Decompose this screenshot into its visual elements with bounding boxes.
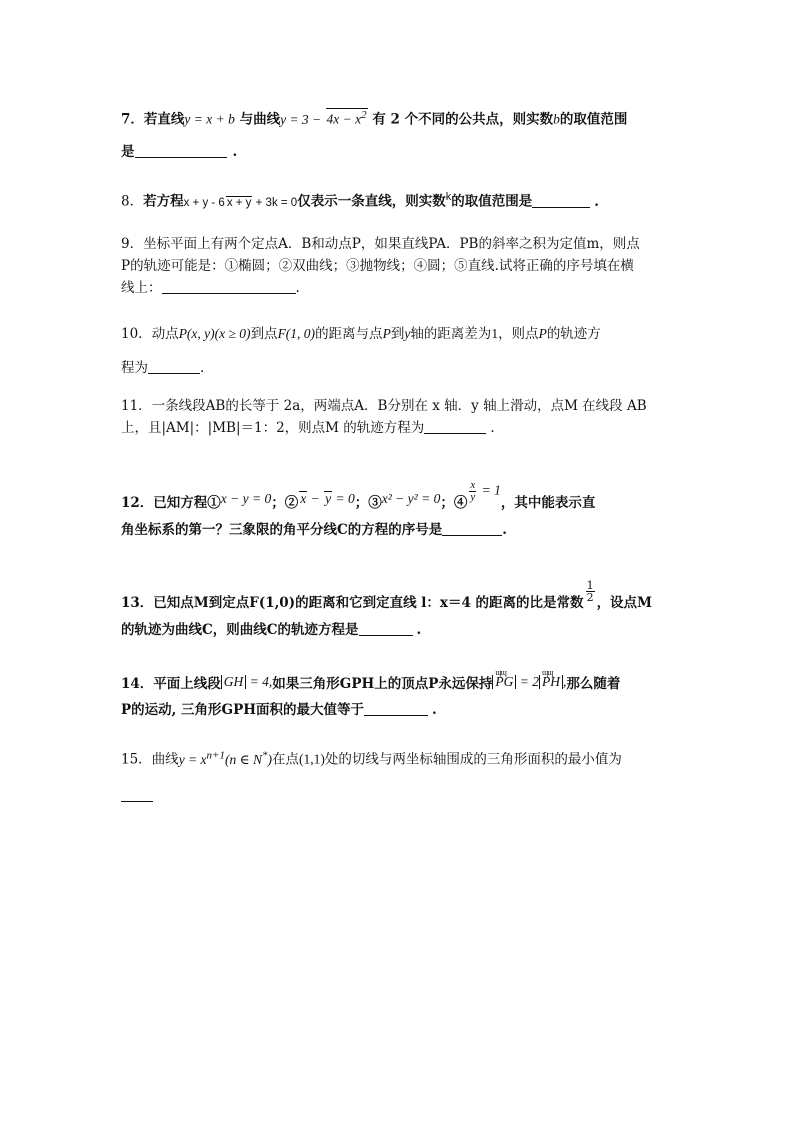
- answer-blank[interactable]: [359, 623, 413, 636]
- question-number: 10．: [121, 326, 152, 342]
- answer-blank[interactable]: [121, 789, 153, 802]
- fraction: $\frac{x}{y}$: [470, 479, 476, 504]
- question-number: 9．: [121, 236, 144, 252]
- answer-blank[interactable]: [162, 281, 296, 294]
- radical: x: [300, 491, 307, 506]
- question-number: 14．: [121, 676, 154, 692]
- question-12: 12．已知方程①x − y = 0；② x − y = 0；③x² − y² = 0；④ $\frac{x}{y}$ = 1，其中能表示直 角坐标系的第一？三象限的角平分线C的方程的序号是 .: [121, 479, 596, 539]
- curve-equation: $y = x^{n+1}(n$ ∈ N*): [178, 749, 272, 767]
- equation: x + y - 6: [183, 196, 225, 209]
- question-number: 12．: [121, 495, 154, 511]
- question-9: 9．坐标平面上有两个定点A．B和动点P，如果直线PA．PB的斜率之积为定值m，则点 P的轨迹可能是：①椭圆；②双曲线；③抛物线；④圆；⑤直线.试将正确的序号填在横 线上： .: [121, 236, 640, 296]
- fraction: $\frac{1}{2}$: [586, 579, 594, 604]
- curve-equation: y = 3 −: [280, 111, 325, 127]
- radical: x + y: [226, 196, 252, 209]
- radical: y: [325, 491, 332, 506]
- radical: $4x - x^2$: [326, 109, 367, 127]
- answer-blank[interactable]: [532, 195, 590, 208]
- question-number: 11．: [121, 398, 152, 414]
- answer-blank[interactable]: [424, 421, 486, 434]
- answer-blank[interactable]: [442, 523, 502, 536]
- question-14: 14．平面上线段 GH = 4,如果三角形GPH上的顶点P永远保持ɰɰ PG = 2ɰɰ PH ,那么随着 P的运动, 三角形GPH面积的最大值等于 .: [121, 673, 681, 719]
- question-number: 7．: [121, 111, 144, 128]
- question-8: 8．若方程x + y - 6 x + y + 3k = 0仅表示一条直线，则实数$^k$的取值范围是 .: [121, 191, 599, 210]
- question-15: 15．曲线$y = x^{n+1}(n$ ∈ N*)在点(1,1)处的切线与两坐标轴围成的三角形面积的最小值为: [121, 746, 681, 805]
- question-number: 15．: [121, 751, 152, 768]
- question-10: 10．动点P(x, y)(x ≥ 0)到点F(1, 0)的距离与点P到y轴的距离差为1，则点P的轨迹方 程为 .: [121, 326, 601, 376]
- question-number: 8．: [121, 193, 144, 210]
- answer-blank[interactable]: [135, 145, 227, 158]
- answer-blank[interactable]: [364, 703, 428, 716]
- answer-blank[interactable]: [148, 361, 200, 374]
- question-13: 13．已知点M到定点F(1,0)的距离和它到定直线 l：x＝4 的距离的比是常数 $\frac{1}{2}$ ，设点M 的轨迹为曲线C，则曲线C的轨迹方程是 .: [121, 579, 653, 638]
- gh-length: GH: [221, 675, 247, 689]
- line-equation: y = x + b: [184, 111, 235, 127]
- question-number: 13．: [121, 595, 154, 611]
- question-7: 7．若直线y = x + b 与曲线$y = 3 - 4x - x^2$ 有 2 个不同的公共点，则实数b的取值范围 是 .: [121, 109, 628, 160]
- pg-vector: ɰɰ PG: [492, 675, 516, 689]
- ph-vector: ɰɰ PH: [539, 675, 563, 689]
- question-11: 11．一条线段AB的长等于 2a，两端点A．B分别在 x 轴．y 轴上滑动，点M 在线段 AB 上，且|AM|：|MB|＝1：2，则点M 的轨迹方程为 .: [121, 398, 647, 436]
